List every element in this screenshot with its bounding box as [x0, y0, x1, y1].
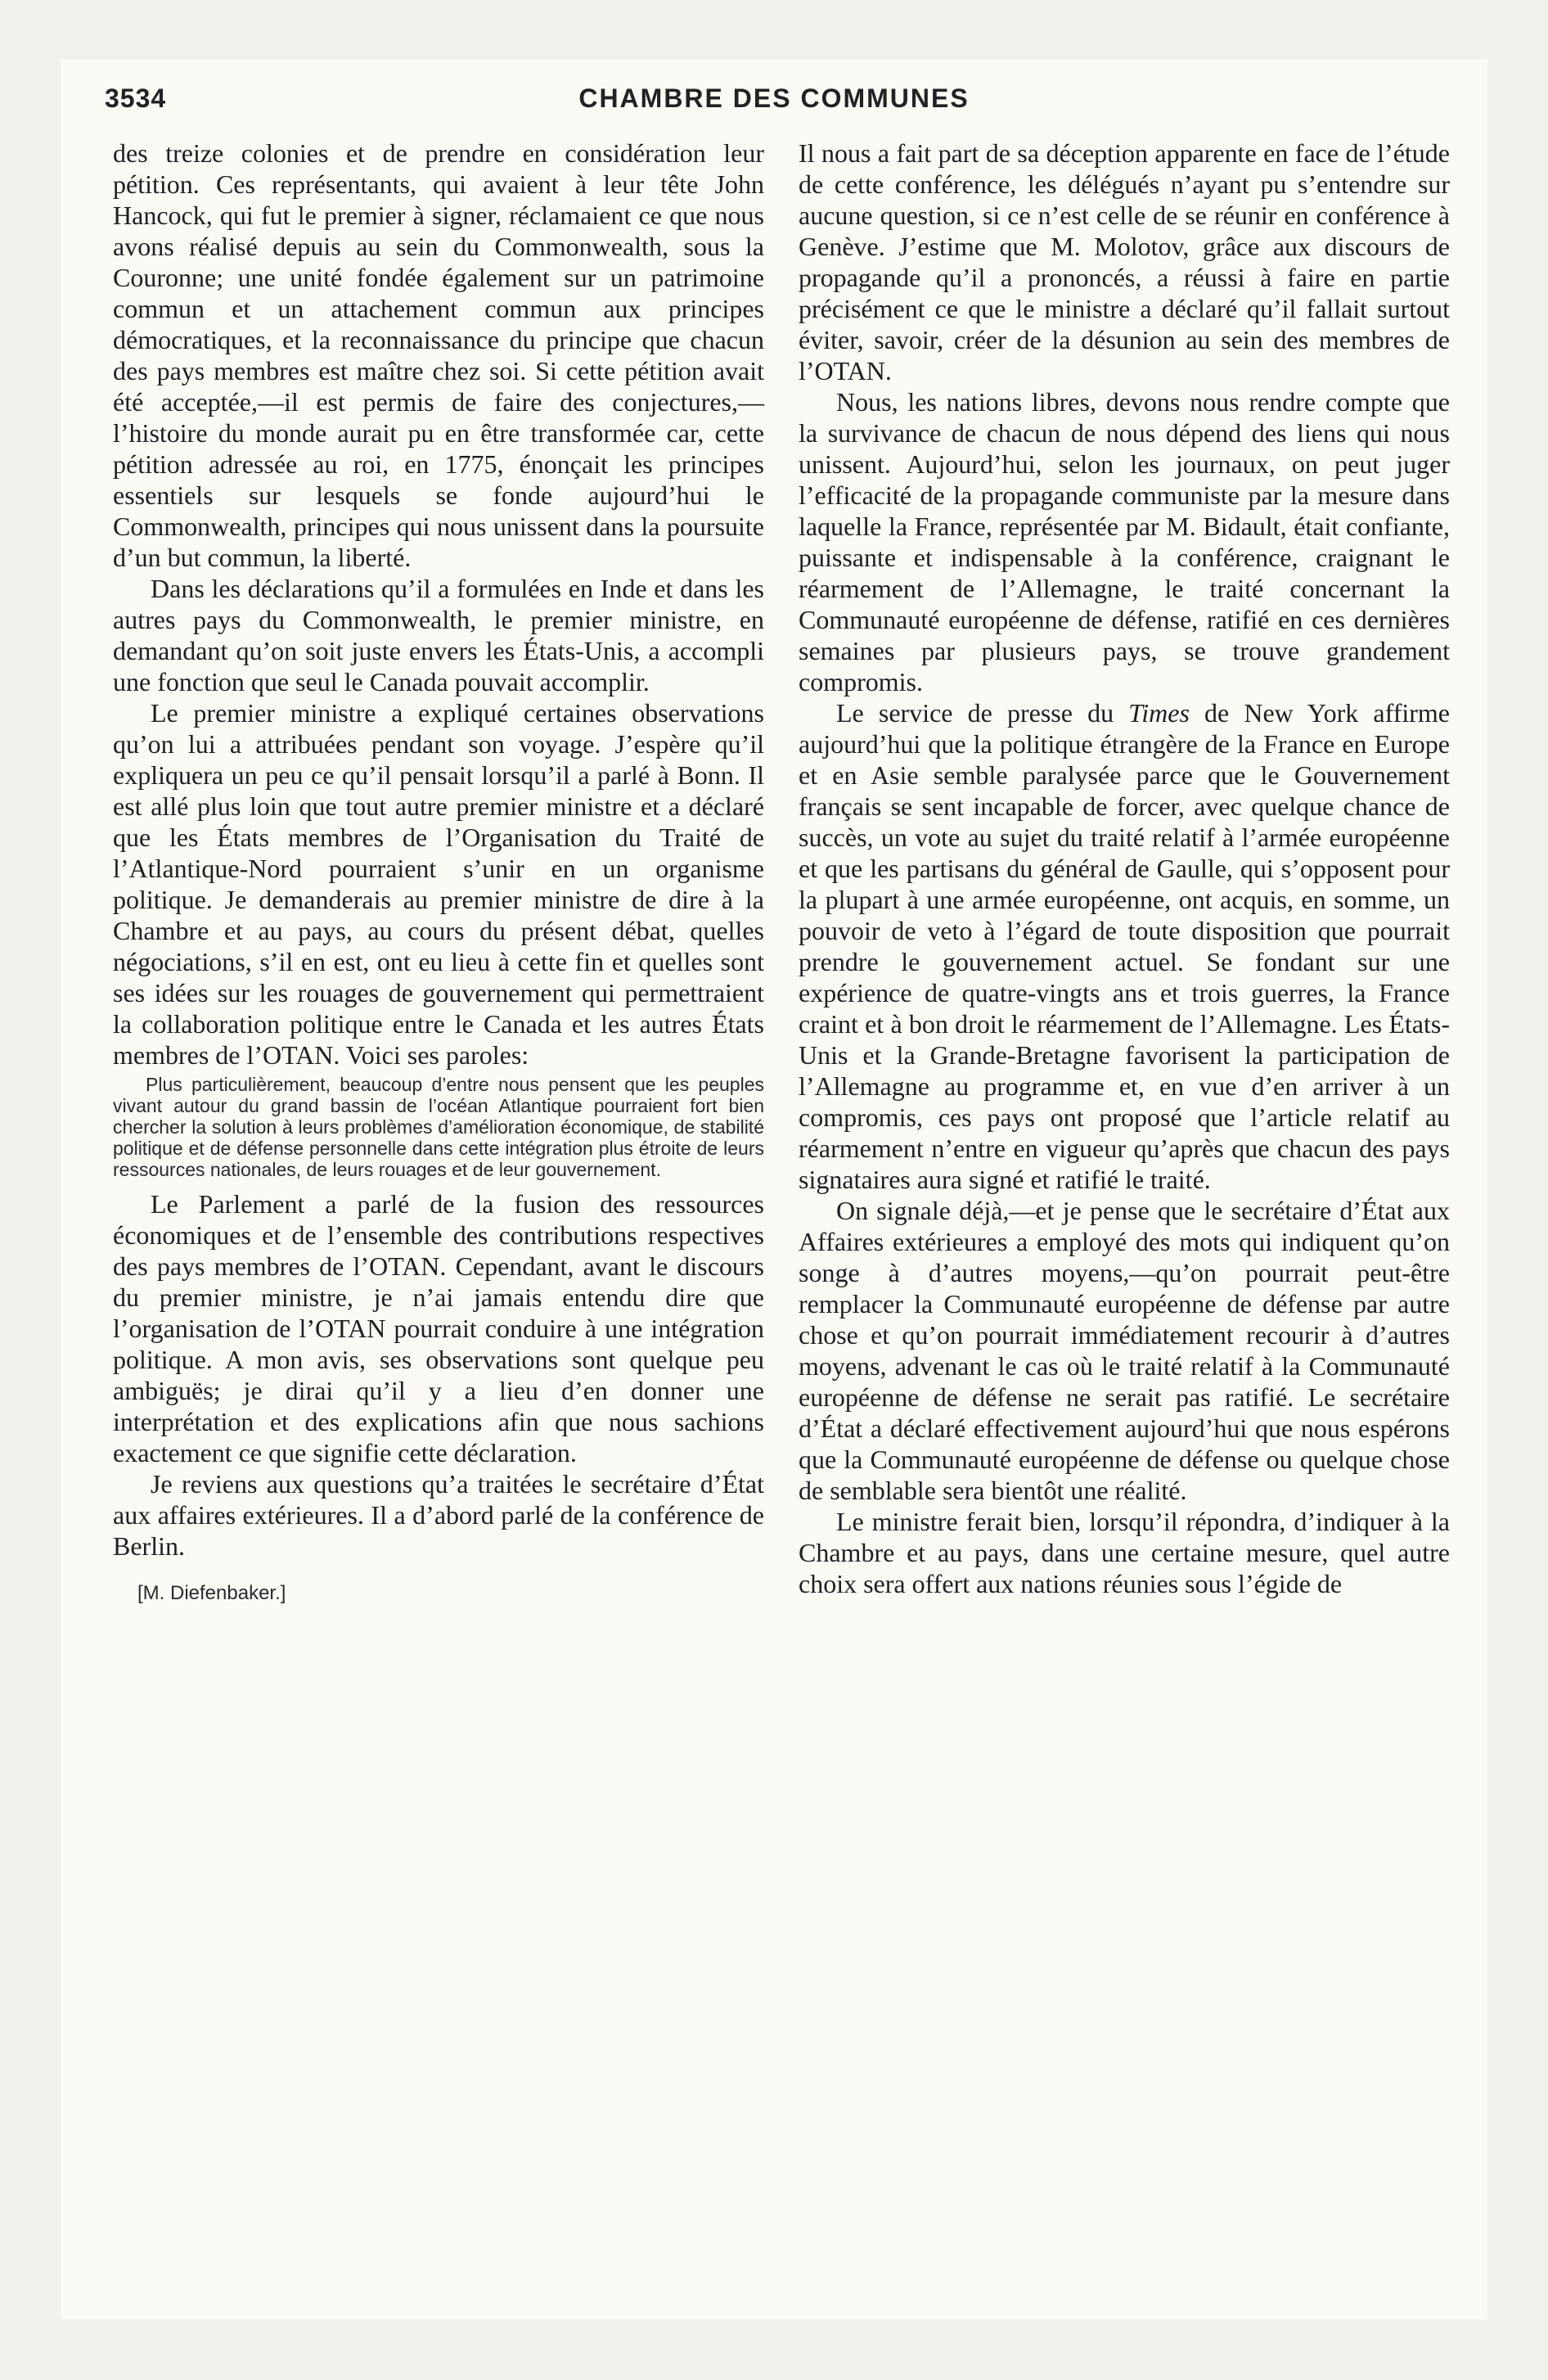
- right-column: [799, 137, 1450, 1599]
- speaker-attribution: [M. Diefenbaker.]: [137, 1582, 286, 1604]
- page-number: 3534: [105, 83, 167, 113]
- block-quote: Plus particulièrement, beaucoup d’entre nous pensent que les peuples vivant autour du grand bassin de l’océan Atlantique pourraient fort bien chercher la solution à leurs problèmes d’amélioration économique, de stabilité politique et de défense personnelle dans cette intégration plus étroite de leurs ressources nationales, de leurs rouages et de leur gouvernement.: [113, 1074, 764, 1180]
- paragraph: Il nous a fait part de sa déception apparente en face de l’étude de cette conférence, les délégués n’ayant pu s’entendre sur aucune question, si ce n’est celle de se réunir en conférence à Genève. J’estime que M. Molotov, grâce aux discours de propagande qu’il a prononcés, a réussi à faire en partie précisément ce que le ministre a déclaré qu’il fallait surtout éviter, savoir, créer de la désunion au sein des membres de l’OTAN.: [799, 138, 1450, 385]
- paragraph-rest: de New York affirme aujourd’hui que la politique étrangère de la France en Europe et en Asie semble paralysée parce que le Gouvernement français se sent incapable de forcer, avec quelque chance de succès, un vote au sujet du traité relatif à l’armée européenne et que les partisans du général de Gaulle, qui s’opposent pour la plupart à une armée européenne, ont acquis, en somme, un pouvoir de veto à l’égard de toute disposition que pourrait prendre le gouvernement actuel. Se fondant sur une expérience de quatre-vingts ans et trois guerres, la France craint et à bon droit le réarmement de l’Allemagne. Les États-Unis et la Grande-Bretagne favorisent la participation de l’Allemagne au programme et, en vue d’en arriver à un compromis, ces pays ont proposé que l’article relatif au réarmement n’entre en vigueur qu’après que chacun des pays signataires aura signé et ratifié le traité.: [799, 698, 1451, 1194]
- paragraph: Le ministre ferait bien, lorsqu’il répondra, d’indiquer à la Chambre et au pays, dans une certaine mesure, quel autre choix sera offert aux nations réunies sous l’égide de: [799, 1507, 1450, 1598]
- paragraph: Le Parlement a parlé de la fusion des ressources économiques et de l’ensemble des contributions respectives des pays membres de l’OTAN. Cependant, avant le discours du premier ministre, je n’ai jamais entendu dire que l’organisation de l’OTAN pourrait conduire à une intégration politique. A mon avis, ses observations sont quelque peu ambiguës; je dirai qu’il y a lieu d’en donner une interprétation et des explications afin que nous sachions exactement ce que signifie cette déclaration.: [113, 1189, 764, 1467]
- paragraph: Nous, les nations libres, devons nous rendre compte que la survivance de chacun de nous dépend des liens qui nous unissent. Aujourd’hui, selon les journaux, on peut juger l’efficacité de la propagande communiste par la mesure dans laquelle la France, représentée par M. Bidault, était confiante, puissante et indispensable à la conférence, craignant le réarmement de l’Allemagne, le traité concernant la Communauté européenne de défense, ratifié en ces dernières semaines par plusieurs pays, se trouve grandement compromis.: [799, 387, 1450, 696]
- paragraph: On signale déjà,—et je pense que le secrétaire d’État aux Affaires extérieures a employé des mots qui indiquent qu’on songe à d’autres moyens,—qu’on pourrait peut-être remplacer la Communauté européenne de défense par autre chose et qu’on pourrait immédiatement recourir à d’autres moyens, advenant le cas où le traité relatif à la Communauté européenne de défense ne serait pas ratifié. Le secrétaire d’État a déclaré effectivement aujourd’hui que nous espérons que la Communauté européenne de défense ou quelque chose de semblable sera bientôt une réalité.: [799, 1196, 1450, 1505]
- paragraph: Dans les déclarations qu’il a formulées en Inde et dans les autres pays du Commonwealth, le premier ministre, en demandant qu’on soit juste envers les États-Unis, a accompli une fonction que seul le Canada pouvait accomplir.: [113, 574, 764, 696]
- paragraph: [799, 697, 1450, 1195]
- running-title: CHAMBRE DES COMMUNES: [578, 83, 970, 113]
- left-column: [113, 137, 764, 1609]
- paragraph: Le premier ministre a expliqué certaines observations qu’on lui a attribuées pendant son voyage. J’espère qu’il expliquera un peu ce qu’il pensait lorsqu’il a parlé à Bonn. Il est allé plus loin que tout autre premier ministre et a déclaré que les États membres de l’Organisation du Traité de l’Atlantique-Nord pourraient s’unir en un organisme politique. Je demanderais au premier ministre de dire à la Chambre et au pays, au cours du présent débat, quelles négociations, s’il en est, ont eu lieu à cette fin et quelles sont ses idées sur les rouages de gouvernement qui permettraient la collaboration politique entre le Canada et les autres États membres de l’OTAN. Voici ses paroles:: [113, 698, 764, 1070]
- paragraph-start: Le service de presse du: [836, 698, 1129, 728]
- paragraph: Je reviens aux questions qu’a traitées le secrétaire d’État aux affaires extérieures. Il a d’abord parlé de la conférence de Berlin.: [113, 1469, 764, 1561]
- page-header: [0, 83, 1548, 133]
- paragraph: des treize colonies et de prendre en considération leur pétition. Ces représentants, qui avaient à leur tête John Hancock, qui fut le premier à signer, réclamaient ce que nous avons réalisé depuis au sein du Commonwealth, sous la Couronne; une unité fondée également sur un patrimoine commun et un attachement commun aux principes démocratiques, et la reconnaissance du principe que chacun des pays membres est maître chez soi. Si cette pétition avait été acceptée,—il est permis de faire des conjectures,—l’histoire du monde aurait pu en être transformée car, cette pétition adressée au roi, en 1775, énonçait les principes essentiels sur lesquels se fonde aujourd’hui le Commonwealth, principes qui nous unissent dans la poursuite d’un but commun, la liberté.: [113, 138, 764, 572]
- italic-title: Times: [1128, 698, 1190, 728]
